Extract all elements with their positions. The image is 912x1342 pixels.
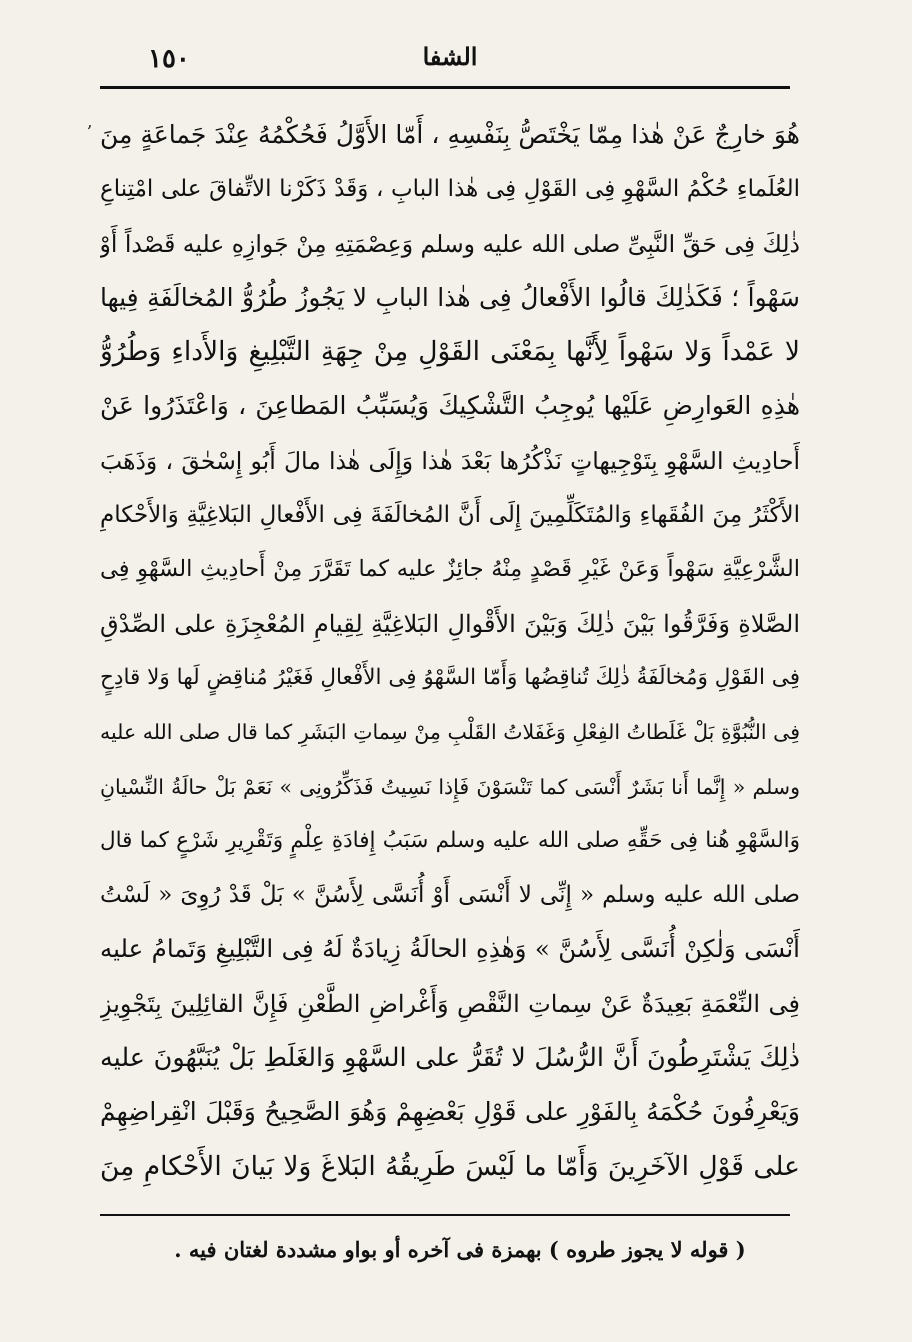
text-line: أَنْسَى وَلٰكِنْ أُنَسَّى لِأَسُنَّ » وَهٰذِهِ الحالَةُ زِيادَةٌ لَهُ فِى التَّبْلِيغِ وَتَمامُ عليه [100, 934, 800, 964]
text-line: الأَكْثَرُ مِنَ الفُقَهاءِ وَالمُتَكَلِّمِينَ إِلَى أَنَّ المُخالَفَةَ فِى الأَفْعالِ البَلاغِيَّةِ وَالأَحْكامِ [100, 502, 800, 529]
header-rule [100, 86, 790, 89]
text-line: سَهْواً ؛ فَكَذٰلِكَ قالُوا الأَفْعالُ فِى هٰذا البابِ لا يَجُوزُ طُرُوُّ المُخالَفَةِ فِيها [100, 282, 800, 312]
text-line: العُلَماءِ حُكْمُ السَّهْوِ فِى القَوْلِ فِى هٰذا البابِ ، وَقَدْ ذَكَرْنا الاتِّفاقَ على امْتِناعِ [100, 176, 800, 203]
text-line: وسلم « إِنَّما أَنا بَشَرٌ أَنْسَى كما تَنْسَوْنَ فَإِذا نَسِيتُ فَذَكِّرُونِى » نَعَمْ بَلْ حالَةُ النِّسْيانِ [100, 774, 800, 799]
margin-mark: ʼ [86, 122, 92, 143]
running-title: الشفا [422, 42, 478, 71]
text-line: الصَّلاةِ وَفَرَّقُوا بَيْنَ ذٰلِكَ وَبَيْنَ الأَقْوالِ البَلاغِيَّةِ لِقِيامِ المُعْجِزَةِ على الصِّدْقِ [100, 609, 800, 638]
text-line: صلى الله عليه وسلم « إِنِّى لا أَنْسَى أَوْ أُنَسَّى لِأَسُنَّ » بَلْ قَدْ رُوِىَ « لَسْتُ [100, 882, 800, 909]
text-line: لا عَمْداً وَلا سَهْواً لِأَنَّها بِمَعْنَى القَوْلِ مِنْ جِهَةِ التَّبْلِيغِ وَالأَداءِ وَطُرُوُّ [100, 336, 800, 368]
page-number: ١٥٠ [148, 44, 190, 74]
text-line: هُوَ خارِجٌ عَنْ هٰذا مِمّا يَخْتَصُّ بِنَفْسِهِ ، أَمّا الأَوَّلُ فَحُكْمُهُ عِنْدَ جَماعَةٍ مِنَ [100, 120, 800, 149]
text-line: ذٰلِكَ يَشْتَرِطُونَ أَنَّ الرُّسُلَ لا تُقَرُّ على السَّهْوِ وَالغَلَطِ بَلْ يُنَبَّهُونَ عليه [100, 1043, 800, 1074]
text-line: فِى القَوْلِ وَمُخالَفَةُ ذٰلِكَ تُناقِضُها وَأَمّا السَّهْوُ فِى الأَفْعالِ فَغَيْرُ مُناقِضٍ لَها وَلا قادِحٍ [100, 664, 800, 690]
text-line: أَحادِيثِ السَّهْوِ بِتَوْجِيهاتٍ نَذْكُرُها بَعْدَ هٰذا وَإِلَى هٰذا مالَ أَبُو إِسْحٰقَ ، وَذَهَبَ [100, 446, 800, 475]
text-line: وَيَعْرِفُونَ حُكْمَهُ بِالفَوْرِ على قَوْلِ بَعْضِهِمْ وَهُوَ الصَّحِيحُ وَقَبْلَ انْقِراضِهِمْ [100, 1097, 800, 1127]
footnote-rule [100, 1214, 790, 1216]
text-line: فِى النِّعْمَةِ بَعِيدَةٌ عَنْ سِماتِ النَّقْصِ وَأَغْراضِ الطَّعْنِ فَإِنَّ القائِلِينَ بِتَجْوِيزِ [100, 989, 800, 1018]
text-line: هٰذِهِ العَوارِضِ عَلَيْها يُوجِبُ التَّشْكِيكَ وَيُسَبِّبُ المَطاعِنَ ، وَاعْتَذَرُوا عَنْ [100, 391, 800, 421]
text-line: فِى النُّبُوَّةِ بَلْ غَلَطاتُ الفِعْلِ وَغَفَلاتُ القَلْبِ مِنْ سِماتِ البَشَرِ كما قال صلى الله عليه [100, 720, 800, 745]
text-line: الشَّرْعِيَّةِ سَهْواً وَعَنْ غَيْرِ قَصْدٍ مِنْهُ جائِزٌ عليه كما تَقَرَّرَ مِنْ أَحادِيثِ السَّهْوِ فِى [100, 556, 800, 583]
text-line: ذٰلِكَ فِى حَقِّ النَّبِىِّ صلى الله عليه وسلم وَعِصْمَتِهِ مِنْ جَوازِهِ عليه قَصْداً أَوْ [100, 229, 800, 258]
text-line: وَالسَّهْوِ هُنا فِى حَقِّهِ صلى الله عليه وسلم سَبَبُ إِفادَةِ عِلْمٍ وَتَقْرِيرِ شَرْعٍ كما قال [100, 827, 800, 853]
page-header [100, 38, 780, 80]
text-line: على قَوْلِ الآخَرِينَ وَأَمّا ما لَيْسَ طَرِيقُهُ البَلاغَ وَلا بَيانَ الأَحْكامِ مِنَ [100, 1150, 800, 1182]
footnote: ( قوله لا يجوز طروه ) بهمزة فى آخره أو بواو مشددة لغتان فيه . [174, 1237, 746, 1262]
body-text [100, 108, 800, 1194]
